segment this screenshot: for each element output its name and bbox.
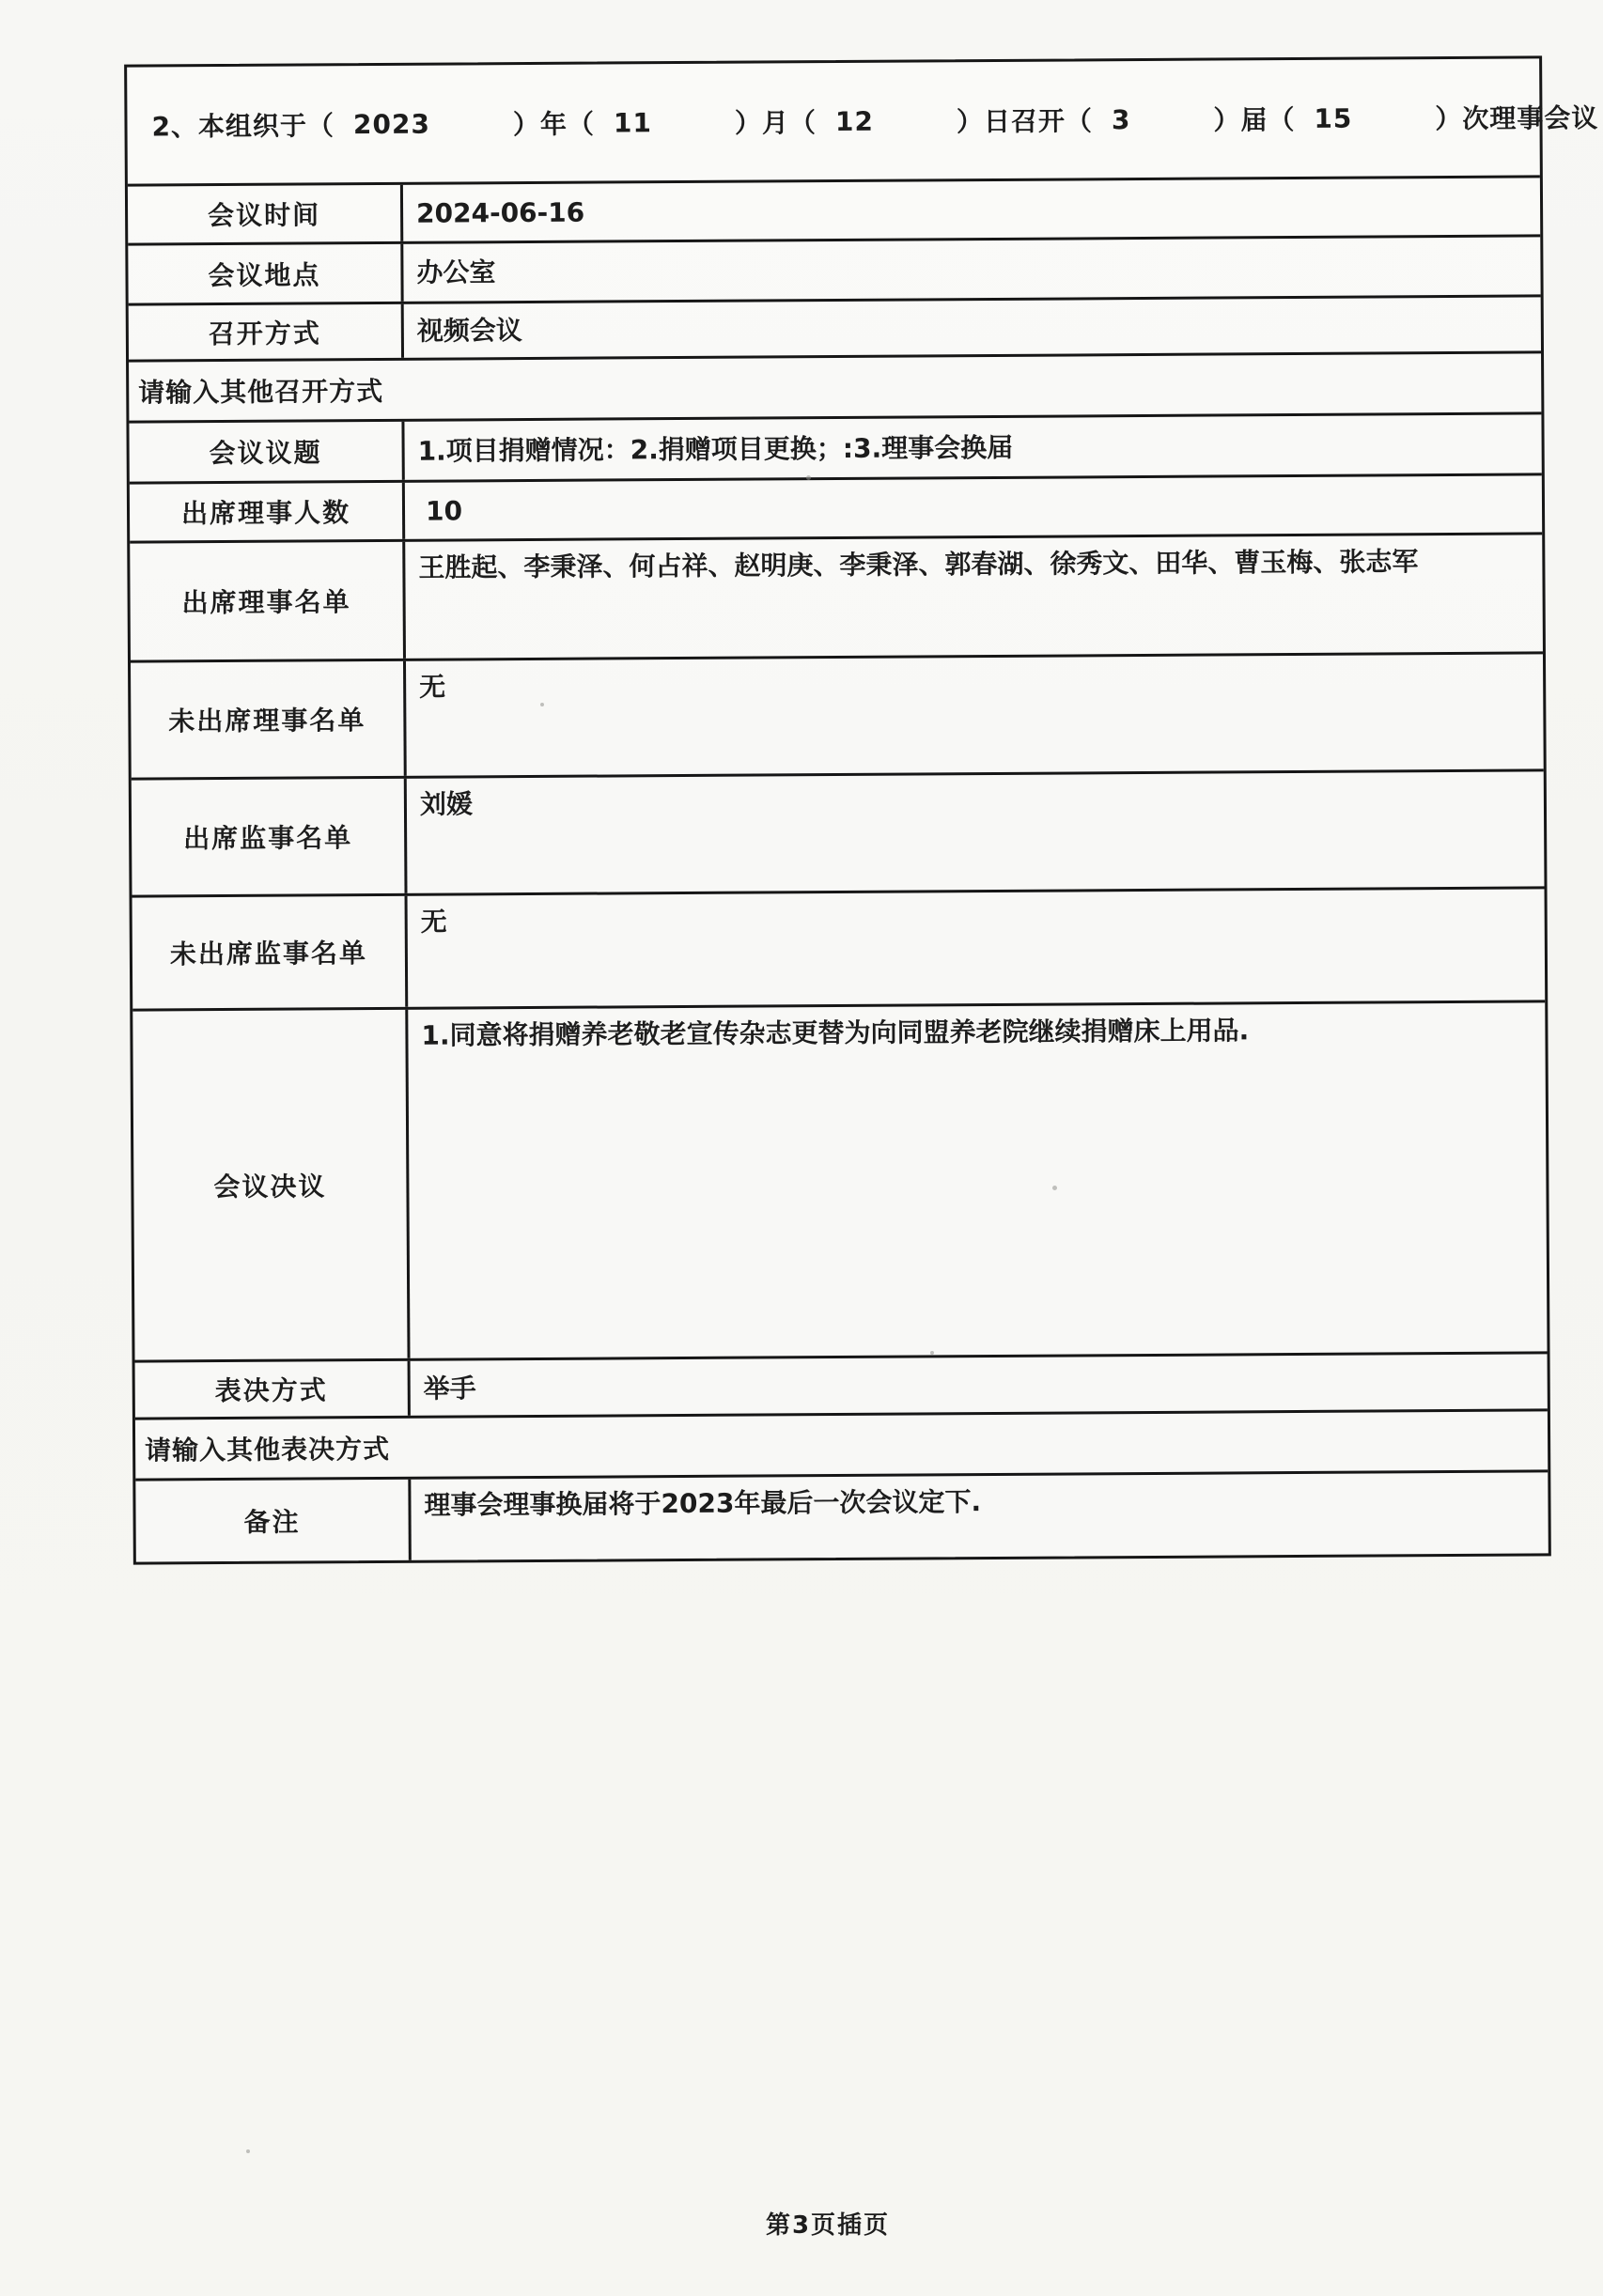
supervisors-absent-value: 无 bbox=[420, 906, 447, 938]
row-remark bbox=[135, 1469, 1549, 1561]
meeting-mode-value: 视频会议 bbox=[416, 315, 522, 347]
row-meeting-mode bbox=[129, 294, 1541, 359]
other-mode-hint-text: 请输入其他召开方式 bbox=[138, 375, 384, 409]
resolution-label: 会议决议 bbox=[132, 1010, 410, 1360]
row-resolution bbox=[132, 1000, 1547, 1359]
page-footer: 第3页插页 bbox=[765, 2211, 891, 2240]
meeting-time-value: 2024-06-16 bbox=[415, 196, 585, 229]
voting-mode-label: 表决方式 bbox=[135, 1361, 411, 1418]
header-sep-day: ）日召开（ bbox=[956, 105, 1094, 138]
meeting-time-label: 会议时间 bbox=[128, 185, 403, 243]
resolution-value: 1.同意将捐赠养老敬老宣传杂志更替为向同盟养老院继续捐赠床上用品. bbox=[421, 1015, 1250, 1051]
director-count-value: 10 bbox=[425, 494, 463, 527]
supervisors-absent-label: 未出席监事名单 bbox=[132, 896, 409, 1009]
scan-speck bbox=[1052, 1186, 1057, 1190]
header-term: 3 bbox=[1111, 103, 1131, 135]
meeting-place-value: 办公室 bbox=[416, 256, 496, 288]
remark-label: 备注 bbox=[135, 1480, 412, 1562]
row-meeting-place bbox=[128, 234, 1540, 303]
supervisors-present-value: 刘媛 bbox=[419, 788, 474, 820]
director-count-label: 出席理事人数 bbox=[130, 483, 405, 541]
topics-value: 1.项目捐赠情况：2.捐赠项目更换；:3.理事会换届 bbox=[417, 431, 1014, 467]
header-sep-term: ）届（ bbox=[1213, 104, 1296, 136]
topics-label: 会议议题 bbox=[129, 422, 404, 482]
voting-mode-value: 举手 bbox=[423, 1372, 476, 1404]
header-day: 12 bbox=[834, 105, 874, 137]
meeting-mode-label: 召开方式 bbox=[129, 304, 404, 360]
meeting-record-form bbox=[124, 55, 1599, 1564]
header-suffix: ）次理事会议 bbox=[1435, 102, 1599, 135]
directors-absent-label: 未出席理事名单 bbox=[131, 661, 407, 778]
header-session: 15 bbox=[1314, 102, 1353, 134]
scan-speck bbox=[246, 2149, 250, 2153]
other-voting-hint-text: 请输入其他表决方式 bbox=[145, 1433, 391, 1466]
meeting-header-line bbox=[127, 58, 1599, 183]
header-sep-month: ）月（ bbox=[734, 107, 817, 139]
directors-present-label: 出席理事名单 bbox=[130, 542, 406, 660]
row-supervisors-present bbox=[132, 768, 1545, 894]
row-meeting-time bbox=[128, 175, 1540, 242]
header-year: 2023 bbox=[352, 108, 431, 140]
supervisors-present-label: 出席监事名单 bbox=[132, 779, 408, 895]
scan-speck bbox=[930, 1351, 934, 1355]
scan-speck bbox=[540, 703, 544, 706]
scan-speck bbox=[806, 475, 811, 480]
row-supervisors-absent bbox=[132, 886, 1546, 1008]
row-voting-mode bbox=[135, 1351, 1548, 1417]
row-directors-absent bbox=[131, 651, 1544, 777]
header-prefix: 2、本组织于（ bbox=[151, 110, 335, 143]
row-directors-present bbox=[130, 532, 1543, 659]
other-voting-hint-row bbox=[135, 1408, 1548, 1478]
meeting-place-label: 会议地点 bbox=[128, 244, 403, 303]
directors-present-value: 王胜起、李秉泽、何占祥、赵明庚、李秉泽、郭春湖、徐秀文、田华、曹玉梅、张志军 bbox=[418, 546, 1419, 583]
row-director-count bbox=[130, 473, 1542, 540]
other-mode-hint-row bbox=[129, 350, 1541, 420]
remark-value: 理事会理事换届将于2023年最后一次会议定下. bbox=[424, 1486, 982, 1521]
row-topics bbox=[129, 411, 1541, 481]
directors-absent-value: 无 bbox=[419, 671, 446, 703]
header-month: 11 bbox=[613, 106, 653, 138]
header-sep-year: ）年（ bbox=[512, 108, 596, 141]
